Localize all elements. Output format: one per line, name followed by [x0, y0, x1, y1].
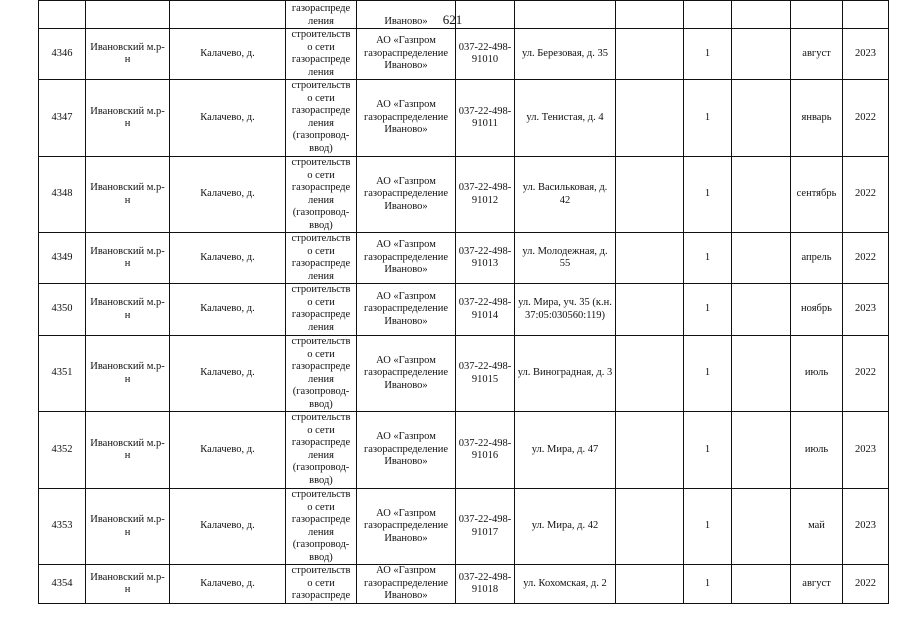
- cell-month: июль: [791, 412, 843, 489]
- cell-empty: [732, 336, 791, 412]
- cell-district: Ивановский м.р-н: [86, 412, 170, 489]
- cell-empty: [39, 1, 86, 29]
- cell-empty: [732, 80, 791, 157]
- cell-empty: [616, 1, 684, 29]
- cell-work-type: строительств о сети газораспреде: [286, 565, 357, 604]
- cell-empty: [616, 284, 684, 336]
- cell-organization: АО «Газпром газораспределение Иваново»: [357, 29, 456, 80]
- table-row: [39, 565, 889, 604]
- cell-address: ул. Кохомская, д. 2: [515, 565, 616, 604]
- cell-year: 2022: [843, 233, 889, 284]
- cell-work-type: строительств о сети газораспреде ления (газопровод-ввод): [286, 157, 357, 233]
- cell-code: 037-22-498-91012: [456, 157, 515, 233]
- cell-month: июль: [791, 336, 843, 412]
- table-body: [39, 1, 889, 604]
- cell-address: ул. Тенистая, д. 4: [515, 80, 616, 157]
- cell-address: ул. Виноградная, д. 3: [515, 336, 616, 412]
- cell-quantity: 1: [684, 489, 732, 565]
- cell-empty: [732, 233, 791, 284]
- cell-district: Ивановский м.р-н: [86, 80, 170, 157]
- cell-quantity: 1: [684, 336, 732, 412]
- cell-organization: АО «Газпром газораспределение Иваново»: [357, 336, 456, 412]
- cell-number: 4347: [39, 80, 86, 157]
- table-row: [39, 80, 889, 157]
- cell-settlement: Калачево, д.: [170, 336, 286, 412]
- cell-settlement: Калачево, д.: [170, 565, 286, 604]
- cell-quantity: 1: [684, 233, 732, 284]
- cell-quantity: 1: [684, 284, 732, 336]
- table-row: [39, 412, 889, 489]
- cell-district: Ивановский м.р-н: [86, 284, 170, 336]
- cell-number: 4346: [39, 29, 86, 80]
- cell-empty: [86, 1, 170, 29]
- table-row-fragment: [39, 1, 889, 29]
- cell-quantity: 1: [684, 157, 732, 233]
- cell-year: 2022: [843, 336, 889, 412]
- cell-organization: АО «Газпром газораспределение Иваново»: [357, 565, 456, 604]
- cell-empty: [732, 489, 791, 565]
- cell-organization: АО «Газпром газораспределение Иваново»: [357, 284, 456, 336]
- cell-code: 037-22-498-91010: [456, 29, 515, 80]
- cell-code: 037-22-498-91013: [456, 233, 515, 284]
- cell-year: 2023: [843, 284, 889, 336]
- cell-settlement: Калачево, д.: [170, 489, 286, 565]
- cell-month: сентябрь: [791, 157, 843, 233]
- cell-quantity: 1: [684, 80, 732, 157]
- cell-code: 037-22-498-91011: [456, 80, 515, 157]
- cell-month: январь: [791, 80, 843, 157]
- cell-year: 2022: [843, 157, 889, 233]
- cell-empty: [616, 157, 684, 233]
- cell-month: август: [791, 29, 843, 80]
- cell-number: 4351: [39, 336, 86, 412]
- table-row: [39, 157, 889, 233]
- cell-settlement: Калачево, д.: [170, 412, 286, 489]
- cell-settlement: Калачево, д.: [170, 80, 286, 157]
- cell-work-type: строительств о сети газораспреде ления (газопровод-ввод): [286, 336, 357, 412]
- cell-address: ул. Мира, д. 42: [515, 489, 616, 565]
- cell-settlement: Калачево, д.: [170, 29, 286, 80]
- data-table: [38, 0, 889, 604]
- cell-empty: [616, 412, 684, 489]
- cell-work-type: строительств о сети газораспреде ления: [286, 233, 357, 284]
- cell-month: апрель: [791, 233, 843, 284]
- cell-year: 2023: [843, 412, 889, 489]
- cell-code: 037-22-498-91018: [456, 565, 515, 604]
- cell-quantity: 1: [684, 29, 732, 80]
- cell-empty: [616, 489, 684, 565]
- cell-month: август: [791, 565, 843, 604]
- cell-empty: [456, 1, 515, 29]
- cell-number: 4348: [39, 157, 86, 233]
- table-wrapper: [38, 0, 889, 604]
- page-number: 621: [442, 12, 463, 27]
- cell-district: Ивановский м.р-н: [86, 157, 170, 233]
- cell-empty: [616, 29, 684, 80]
- cell-empty: [732, 1, 791, 29]
- cell-empty: [616, 336, 684, 412]
- cell-organization: АО «Газпром газораспределение Иваново»: [357, 233, 456, 284]
- cell-month: май: [791, 489, 843, 565]
- cell-organization: Иваново»: [357, 1, 456, 29]
- cell-empty: [732, 412, 791, 489]
- cell-district: Ивановский м.р-н: [86, 336, 170, 412]
- cell-address: ул. Васильковая, д. 42: [515, 157, 616, 233]
- table-row: [39, 29, 889, 80]
- cell-empty: [732, 157, 791, 233]
- cell-settlement: Калачево, д.: [170, 284, 286, 336]
- cell-code: 037-22-498-91016: [456, 412, 515, 489]
- cell-number: 4352: [39, 412, 86, 489]
- cell-number: 4354: [39, 565, 86, 604]
- cell-code: 037-22-498-91014: [456, 284, 515, 336]
- cell-organization: АО «Газпром газораспределение Иваново»: [357, 489, 456, 565]
- cell-work-type: строительств о сети газораспреде ления: [286, 29, 357, 80]
- cell-district: Ивановский м.р-н: [86, 29, 170, 80]
- cell-organization: АО «Газпром газораспределение Иваново»: [357, 412, 456, 489]
- cell-empty: [616, 233, 684, 284]
- cell-year: 2022: [843, 80, 889, 157]
- cell-month: ноябрь: [791, 284, 843, 336]
- cell-quantity: 1: [684, 565, 732, 604]
- cell-empty: [732, 565, 791, 604]
- cell-number: 4353: [39, 489, 86, 565]
- cell-empty: [732, 29, 791, 80]
- cell-number: 4349: [39, 233, 86, 284]
- cell-empty: [843, 1, 889, 29]
- cell-work-type: строительств о сети газораспреде ления (газопровод-ввод): [286, 489, 357, 565]
- cell-quantity: 1: [684, 412, 732, 489]
- cell-address: ул. Молодежная, д. 55: [515, 233, 616, 284]
- cell-settlement: Калачево, д.: [170, 157, 286, 233]
- cell-empty: [170, 1, 286, 29]
- table-row: [39, 233, 889, 284]
- cell-work-type: строительств о сети газораспреде ления (газопровод-ввод): [286, 80, 357, 157]
- cell-organization: АО «Газпром газораспределение Иваново»: [357, 157, 456, 233]
- cell-settlement: Калачево, д.: [170, 233, 286, 284]
- cell-year: 2022: [843, 565, 889, 604]
- cell-year: 2023: [843, 29, 889, 80]
- table-row: [39, 284, 889, 336]
- cell-address: ул. Мира, уч. 35 (к.н. 37:05:030560:119): [515, 284, 616, 336]
- cell-work-type: строительств о сети газораспреде ления: [286, 284, 357, 336]
- cell-code: 037-22-498-91015: [456, 336, 515, 412]
- cell-empty: [616, 80, 684, 157]
- table-row: [39, 336, 889, 412]
- cell-code: 037-22-498-91017: [456, 489, 515, 565]
- cell-empty: [684, 1, 732, 29]
- cell-district: Ивановский м.р-н: [86, 489, 170, 565]
- cell-organization: АО «Газпром газораспределение Иваново»: [357, 80, 456, 157]
- cell-empty: [616, 565, 684, 604]
- cell-district: Ивановский м.р-н: [86, 233, 170, 284]
- cell-empty: [732, 284, 791, 336]
- cell-empty: [791, 1, 843, 29]
- cell-number: 4350: [39, 284, 86, 336]
- table-row: [39, 489, 889, 565]
- cell-district: Ивановский м.р-н: [86, 565, 170, 604]
- cell-work-type: строительств о сети газораспреде ления (газопровод-ввод): [286, 412, 357, 489]
- cell-work-type: газораспреде ления: [286, 1, 357, 29]
- cell-year: 2023: [843, 489, 889, 565]
- cell-address: ул. Мира, д. 47: [515, 412, 616, 489]
- cell-address: ул. Березовая, д. 35: [515, 29, 616, 80]
- cell-empty: [515, 1, 616, 29]
